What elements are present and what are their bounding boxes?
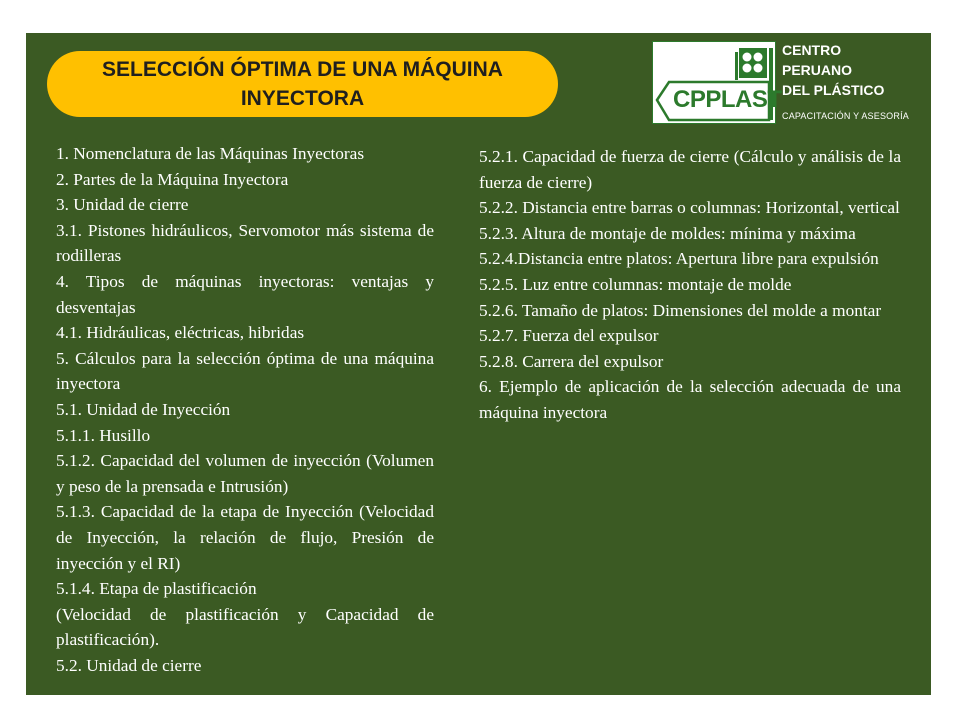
list-item: 5.1. Unidad de Inyección — [56, 399, 231, 419]
list-item: 5.2.2. Distancia entre barras o columnas: Horizontal, vertical — [479, 198, 900, 218]
org-line-3: DEL PLÁSTICO — [782, 82, 885, 98]
list-item: (Velocidad de plastificación y Capacidad de plastificación). — [56, 604, 434, 650]
logo-text: CPPLAST — [673, 86, 782, 113]
org-tagline: CAPACITACIÓN Y ASESORÍA — [782, 111, 909, 121]
list-item: 2. Partes de la Máquina Inyectora — [56, 169, 289, 189]
title-banner — [47, 51, 558, 117]
list-item: 3. Unidad de cierre — [56, 195, 189, 215]
list-item: 5.2.7. Fuerza del expulsor — [479, 326, 659, 346]
org-line-1: CENTRO — [782, 42, 842, 58]
list-item: 4. Tipos de máquinas inyectoras: ventajas y desventajas — [56, 271, 434, 317]
list-item: 5.2.4.Distancia entre platos: Apertura libre para expulsión — [479, 249, 879, 269]
list-item: 6. Ejemplo de aplicación de la selección adecuada de una máquina inyectora — [479, 377, 901, 422]
list-item: 5.2. Unidad de cierre — [56, 655, 202, 675]
list-item: 5.2.6. Tamaño de platos: Dimensiones del molde a montar — [479, 300, 882, 320]
list-item: 5.1.1. Husillo — [56, 425, 151, 445]
page-title: SELECCIÓN ÓPTIMA DE UNA MÁQUINA INYECTORA — [102, 58, 503, 110]
list-item: 5.2.5. Luz entre columnas: montaje de molde — [479, 274, 792, 294]
list-item: 5.1.2. Capacidad del volumen de inyección (Volumen y peso de la prensada e Intrusión) — [56, 451, 434, 496]
organization-name — [782, 40, 909, 121]
org-line-2: PERUANO — [782, 62, 853, 78]
list-item: 3.1. Pistones hidráulicos, Servomotor más sistema de rodilleras — [56, 220, 434, 266]
list-item: 1. Nomenclatura de las Máquinas Inyectoras — [56, 144, 365, 163]
list-item: 5.2.1. Capacidad de fuerza de cierre (Cálculo y análisis de la fuerza de cierre) — [479, 147, 901, 192]
list-item: 5.2.8. Carrera del expulsor — [479, 351, 664, 371]
cpplast-logo — [652, 41, 782, 124]
list-item: 5.1.4. Etapa de plastificación — [56, 579, 257, 599]
right-content-list — [479, 144, 901, 426]
list-item: 4.1. Hidráulicas, eléctricas, hibridas — [56, 323, 305, 343]
list-item: 5.1.3. Capacidad de la etapa de Inyección (Velocidad de Inyección, la relación de flujo, Presión de inyección y el RI) — [56, 502, 434, 573]
list-item: 5. Cálculos para la selección óptima de una máquina inyectora — [56, 348, 434, 394]
left-content-list — [56, 141, 434, 678]
list-item: 5.2.3. Altura de montaje de moldes: mínima y máxima — [479, 223, 856, 243]
